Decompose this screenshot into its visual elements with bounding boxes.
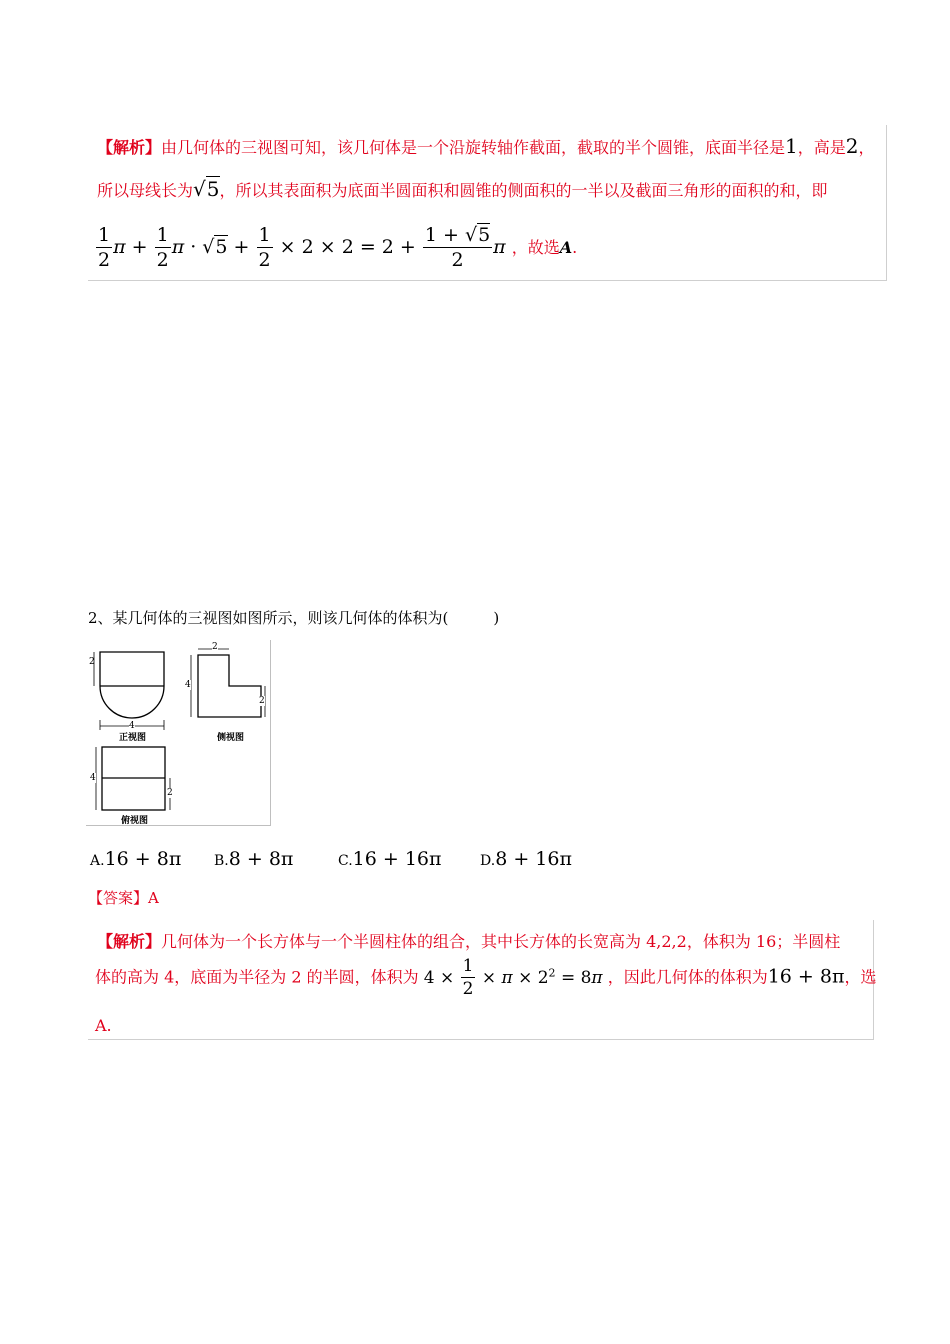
option-a[interactable]: A.16 + 8π	[90, 848, 182, 870]
solution2-line2: 体的高为 4，底面为半径为 2 的半圆，体积为 4 × $\frac{1}{2}$ × $\pi \times 2^2 = 8\pi$ ，因此几何体的体积为16 + 8π，选	[95, 956, 877, 999]
option-d[interactable]: D.8 + 16π	[480, 848, 572, 870]
three-view-figure: 2 4 2 4 2 4 2 正视图 侧视图 俯视图	[86, 640, 271, 826]
answer-line: 【答案】A	[88, 889, 159, 907]
solution2-line1: 【解析】几何体为一个长方体与一个半圆柱体的组合，其中长方体的长宽高为 4,2,2，体积为 16；半圆柱	[97, 932, 841, 951]
solution1-line2: 所以母线长为√5，所以其表面积为底面半圆面积和圆锥的侧面积的一半以及截面三角形的面积的和，即	[97, 177, 828, 201]
option-b[interactable]: B.8 + 8π	[214, 848, 294, 870]
top-view-label: 俯视图	[121, 816, 149, 826]
solution1-formula: $\frac{1}{2}$ π + $\frac{1}{2}$ π · √5 + $\frac{1}{2}$ × 2 × 2 = 2 + $\frac{1 + √5}{2}$ π ，故选A.	[98, 224, 578, 271]
option-c[interactable]: C.16 + 16π	[338, 848, 442, 870]
solution1-line1: 【解析】由几何体的三视图可知，该几何体是一个沿旋转轴作截面，截取的半个圆锥，底面半径是1，高是2，	[97, 134, 875, 158]
question2-stem: 2、某几何体的三视图如图所示，则该几何体的体积为( )	[88, 609, 500, 627]
side-view-label: 侧视图	[217, 733, 245, 743]
front-view-label: 正视图	[119, 733, 147, 743]
solution2-line3: A.	[95, 1016, 112, 1035]
solution1-tag: 【解析】	[97, 138, 162, 157]
